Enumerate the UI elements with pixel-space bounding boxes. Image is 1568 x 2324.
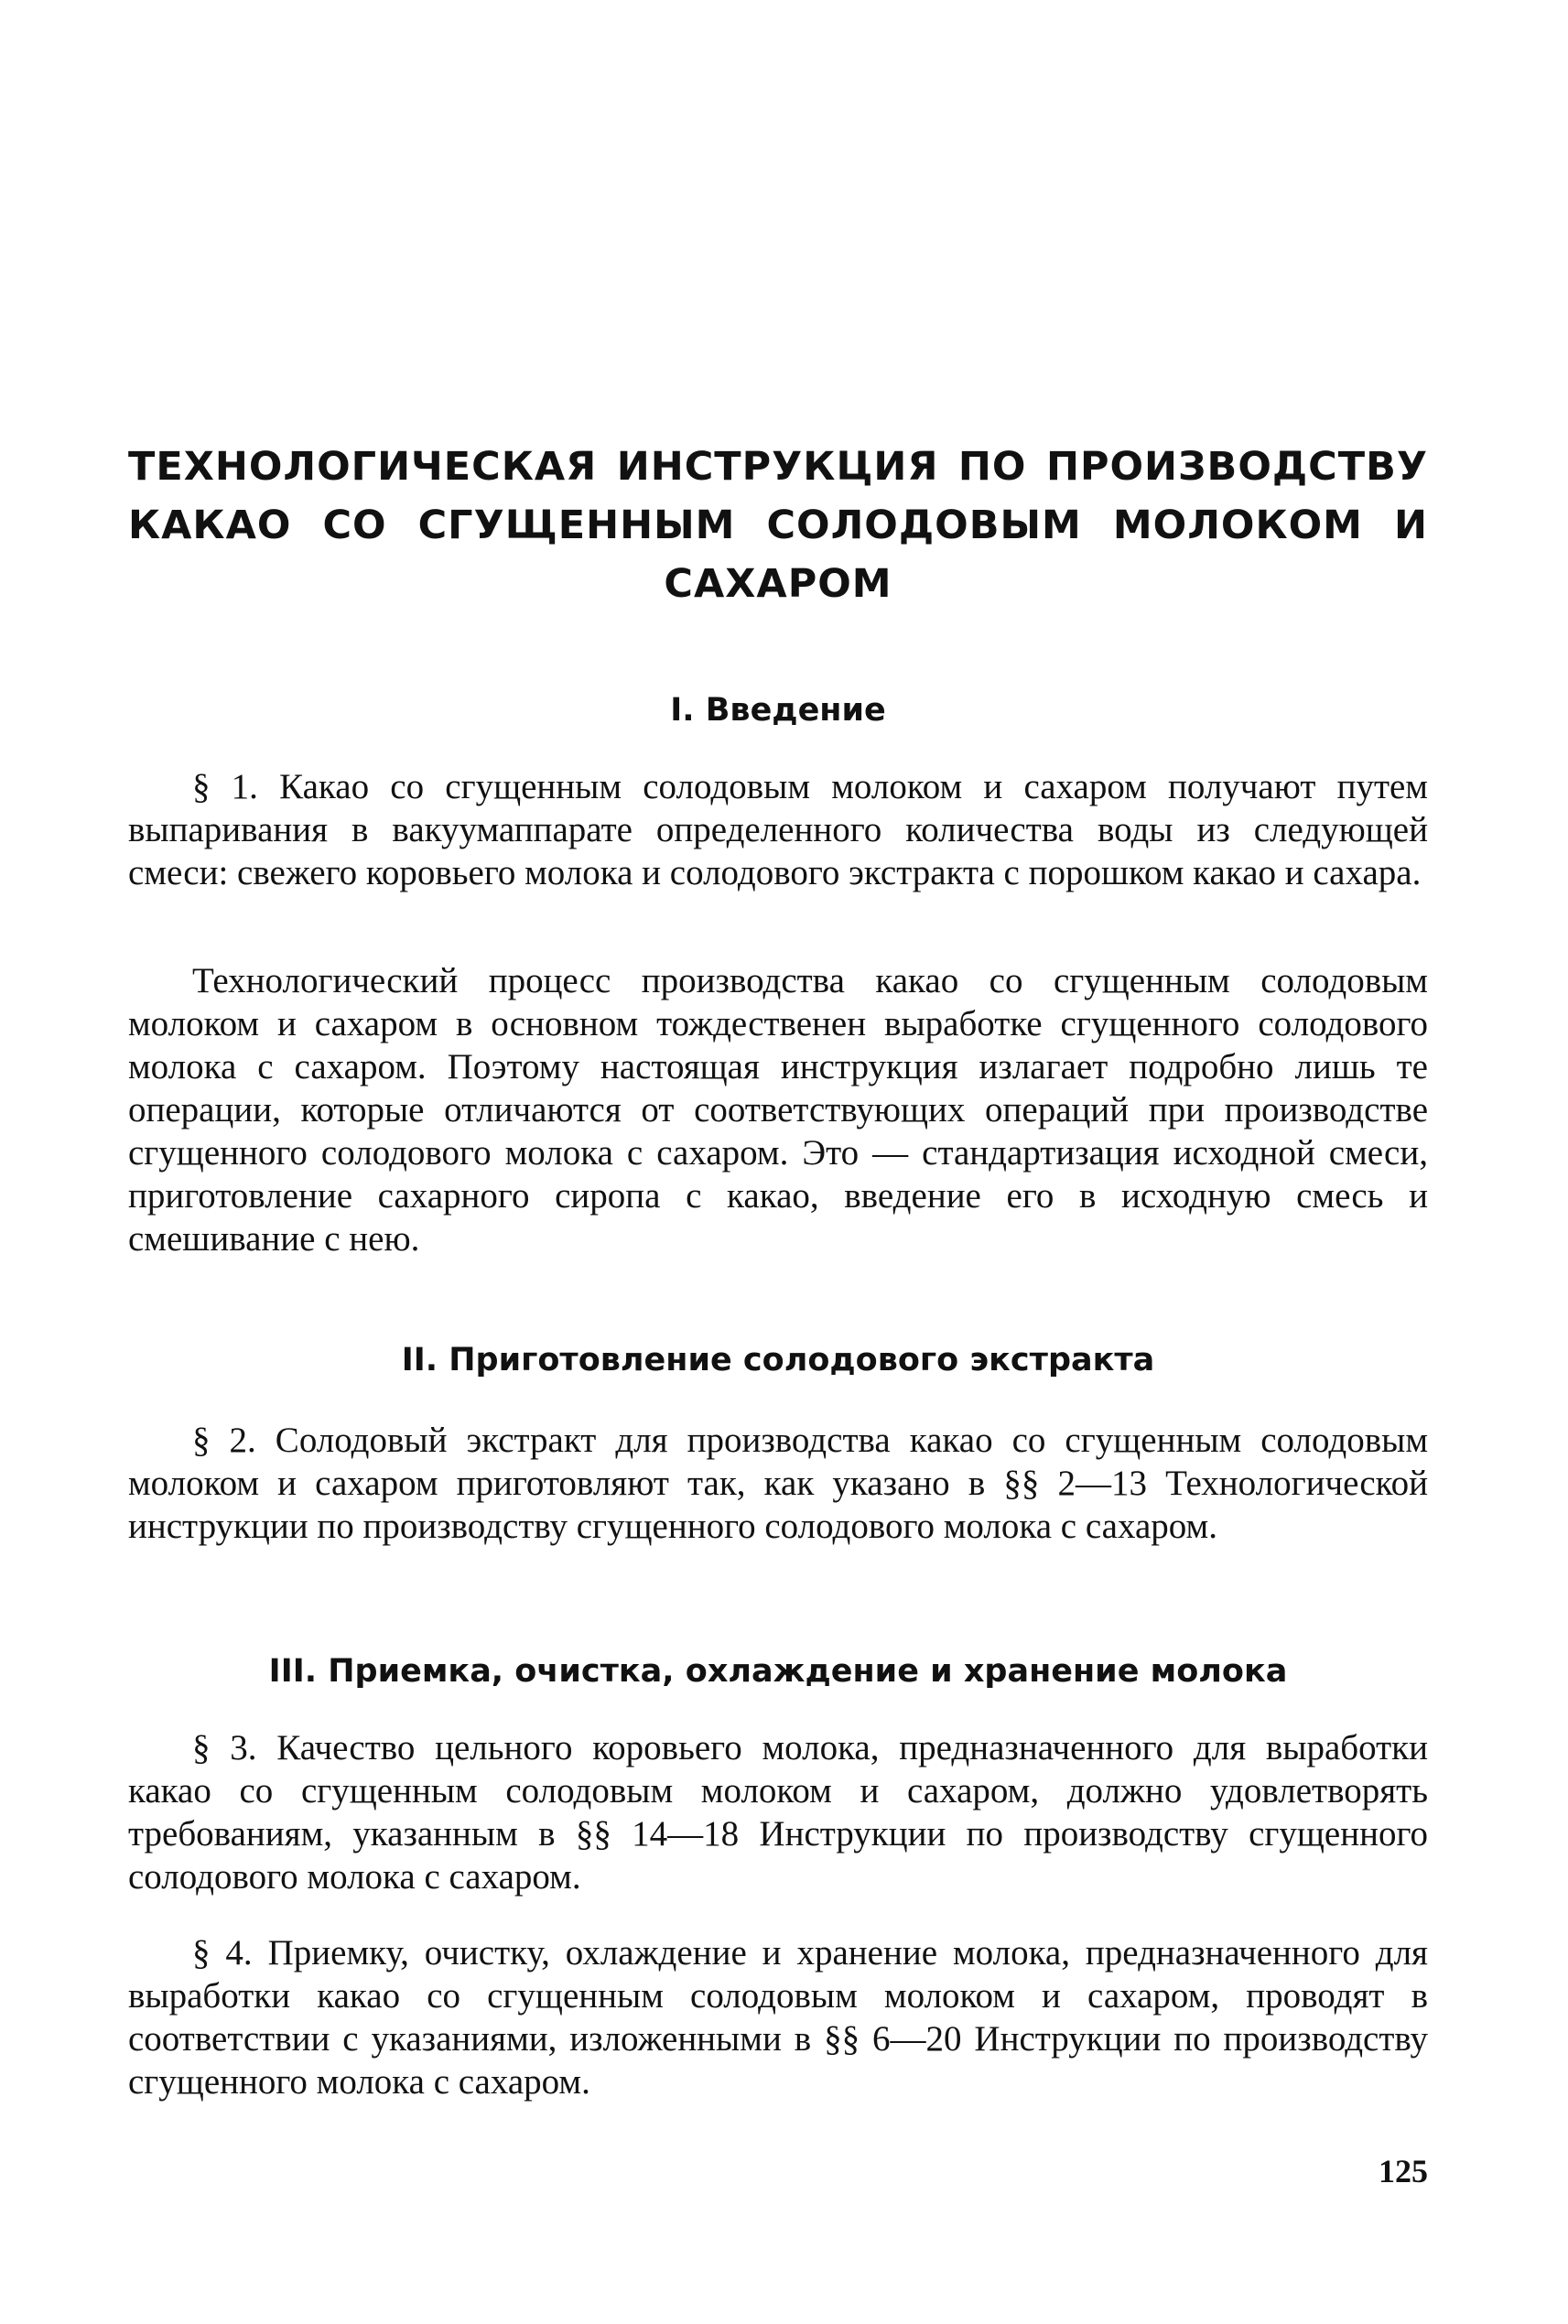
document-title: [128, 438, 1428, 613]
title-line: САХАРОМ: [664, 561, 892, 607]
title-line: ТЕХНОЛОГИЧЕСКАЯ ИНСТРУКЦИЯ ПО ПРОИЗВОДСТВУ: [128, 444, 1428, 490]
title-line: КАКАО СО СГУЩЕННЫМ СОЛОДОВЫМ МОЛОКОМ И: [128, 503, 1428, 548]
section-heading-introduction: I. Введение: [670, 692, 886, 729]
section-heading-milk-handling: III. Приемка, очистка, охлаждение и хранение молока: [268, 1653, 1288, 1690]
paragraph-5: § 4. Приемку, очистку, охлаждение и хранение молока, предназначенного для выработки какао со сгущенным солодовым молоком и сахаром, проводят в соответствии с указаниями, изложенными в §§ 6—20 Инструкции по производству сгущенного молока с сахаром.: [128, 1933, 1428, 2102]
paragraph-1: § 1. Какао со сгущенным солодовым молоком и сахаром получают путем выпаривания в вакуумаппарате определенного количества воды из следующей смеси: свежего коровьего молока и солодового экстракта с порошком какао и сахара.: [128, 767, 1428, 892]
section-heading-malt-extract: II. Приготовление солодового экстракта: [401, 1342, 1155, 1378]
page-number: 125: [1379, 2153, 1428, 2189]
paragraph-4: § 3. Качество цельного коровьего молока, предназначенного для выработки какао со сгущенным солодовым молоком и сахаром, должно удовлетворять требованиям, указанным в §§ 14—18 Инструкции по производству сгущенного солодового молока с сахаром.: [128, 1728, 1428, 1897]
paragraph-2: Технологический процесс производства какао со сгущенным солодовым молоком и сахаром в основном тождественен выработке сгущенного солодового молока с сахаром. Поэтому настоящая инструкция излагает подробно лишь те операции, которые отличаются от соответствующих операций при производстве сгущенного солодового молока с сахаром. Это — стандартизация исходной смеси, приготовление сахарного сиропа с какао, введение его в исходную смесь и смешивание с нею.: [128, 961, 1428, 1259]
paragraph-3: § 2. Солодовый экстракт для производства какао со сгущенным солодовым молоком и сахаром приготовляют так, как указано в §§ 2—13 Технологической инструкции по производству сгущенного солодового молока с сахаром.: [128, 1421, 1428, 1546]
